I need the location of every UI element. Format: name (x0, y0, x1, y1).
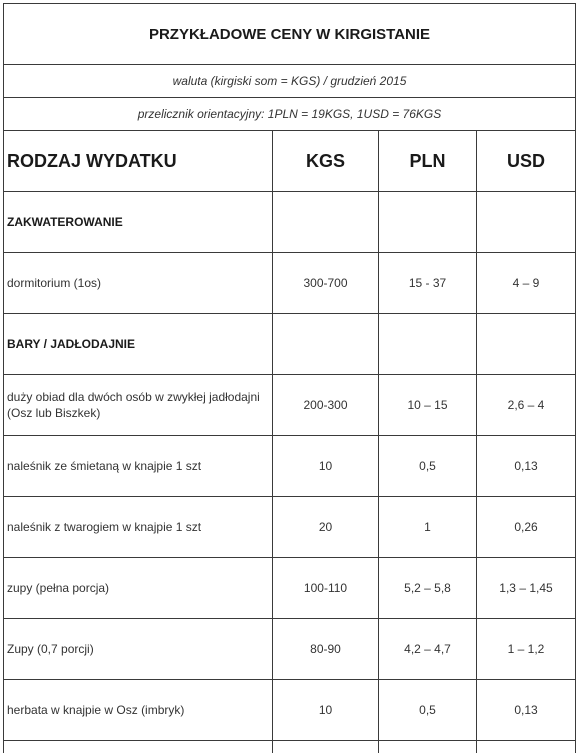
title-row (4, 4, 576, 65)
row-pln: 4,2 – 4,7 (379, 619, 477, 680)
row-kgs: 100-110 (273, 558, 379, 619)
row-kgs: 80-90 (273, 619, 379, 680)
row-usd (477, 192, 576, 253)
rate-note: przelicznik orientacyjny: 1PLN = 19KGS, 1USD = 76KGS (4, 98, 576, 131)
row-usd: 2,6 – 4 (477, 375, 576, 436)
table-title: PRZYKŁADOWE CENY W KIRGISTANIE (4, 4, 576, 65)
table-row (4, 558, 576, 619)
row-name: dormitorium (1os) (4, 253, 273, 314)
row-kgs: 300-700 (273, 253, 379, 314)
currency-note: waluta (kirgiski som = KGS) / grudzień 2015 (4, 65, 576, 98)
table-row (4, 436, 576, 497)
header-kgs: KGS (273, 131, 379, 192)
rate-note-row (4, 98, 576, 131)
row-pln (379, 741, 477, 753)
row-usd (477, 314, 576, 375)
header-expense-type: RODZAJ WYDATKU (4, 131, 273, 192)
price-table (3, 3, 576, 753)
row-pln: 15 - 37 (379, 253, 477, 314)
row-usd: 0,13 (477, 436, 576, 497)
row-pln: 5,2 – 5,8 (379, 558, 477, 619)
row-usd: 1 – 1,2 (477, 619, 576, 680)
currency-note-row (4, 65, 576, 98)
row-name: naleśnik ze śmietaną w knajpie 1 szt (4, 436, 273, 497)
row-kgs: 10 (273, 436, 379, 497)
header-row (4, 131, 576, 192)
row-pln: 0,5 (379, 680, 477, 741)
row-usd: 0,26 (477, 497, 576, 558)
price-table-body (4, 4, 576, 753)
header-usd: USD (477, 131, 576, 192)
row-name (4, 741, 273, 753)
row-pln (379, 192, 477, 253)
row-kgs: 10 (273, 680, 379, 741)
table-row (4, 680, 576, 741)
table-row (4, 619, 576, 680)
row-usd: 1,3 – 1,45 (477, 558, 576, 619)
row-name: herbata w knajpie w Osz (imbryk) (4, 680, 273, 741)
row-kgs: 200-300 (273, 375, 379, 436)
row-kgs (273, 741, 379, 753)
row-name: ZAKWATEROWANIE (4, 192, 273, 253)
table-row (4, 497, 576, 558)
row-kgs: 20 (273, 497, 379, 558)
table-row-section (4, 192, 576, 253)
row-pln: 1 (379, 497, 477, 558)
row-kgs (273, 192, 379, 253)
row-kgs (273, 314, 379, 375)
table-row-section (4, 314, 576, 375)
row-pln: 0,5 (379, 436, 477, 497)
row-name: duży obiad dla dwóch osób w zwykłej jadłodajni (Osz lub Biszkek) (4, 375, 273, 436)
table-row (4, 253, 576, 314)
row-name: BARY / JADŁODAJNIE (4, 314, 273, 375)
row-usd (477, 741, 576, 753)
row-name: naleśnik z twarogiem w knajpie 1 szt (4, 497, 273, 558)
row-pln: 10 – 15 (379, 375, 477, 436)
row-name: Zupy (0,7 porcji) (4, 619, 273, 680)
row-usd: 4 – 9 (477, 253, 576, 314)
row-name: zupy (pełna porcja) (4, 558, 273, 619)
header-pln: PLN (379, 131, 477, 192)
row-usd: 0,13 (477, 680, 576, 741)
row-pln (379, 314, 477, 375)
table-row-partial (4, 741, 576, 753)
table-row (4, 375, 576, 436)
